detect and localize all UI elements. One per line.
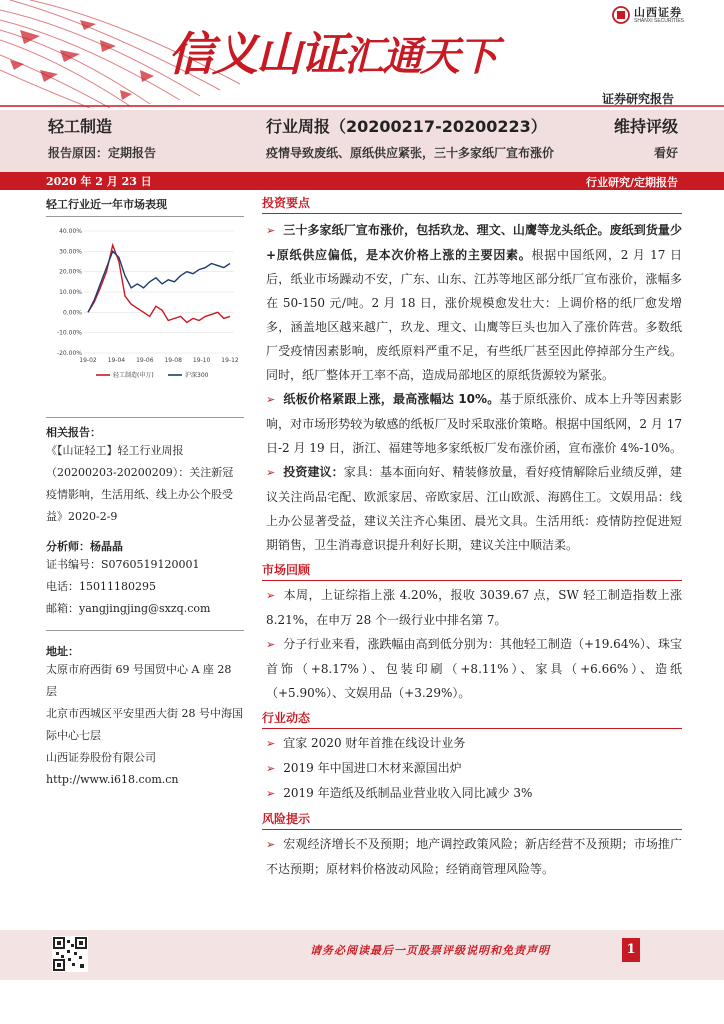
arrow-icon: ➢	[266, 787, 276, 800]
arrow-icon: ➢	[266, 224, 276, 237]
section-risk: 风险提示	[262, 806, 682, 830]
address-taiyuan: 太原市府西街 69 号国贸中心 A 座 28 层	[46, 663, 232, 698]
top-banner	[0, 0, 724, 108]
x-tick-label: 19-08	[164, 357, 182, 364]
report-title: 行业周报（20200217-20200223）	[266, 117, 547, 136]
related-text[interactable]: 《【山证轻工】轻工行业周报（20200203-20200209）：关注新冠疫情影响，生活用纸、线上办公个股受益》2020-2-9	[46, 444, 234, 523]
legend-label: 轻工制造(申万)	[113, 372, 154, 379]
arrow-icon: ➢	[266, 838, 276, 851]
series-line	[88, 245, 230, 322]
qr-code-icon[interactable]	[52, 936, 88, 972]
y-tick-label: -20.00%	[56, 350, 82, 357]
website[interactable]: http://www.i618.com.cn	[46, 773, 179, 786]
news-item[interactable]: ➢ 2019 年中国进口木材来源国出炉	[266, 761, 462, 775]
address-title: 地址：	[46, 645, 79, 658]
report-date: 2020 年 2 月 23 日	[46, 175, 152, 188]
main-content	[262, 190, 682, 881]
slogan-part1: 信义山证	[168, 27, 344, 81]
y-tick-label: 30.00%	[59, 248, 82, 256]
slogan	[168, 18, 496, 84]
arrow-icon: ➢	[266, 466, 276, 479]
rating: 维持评级	[613, 117, 678, 136]
y-tick-label: 40.00%	[59, 228, 82, 235]
arrow-icon: ➢	[266, 737, 276, 750]
point-board-price: ➢ 纸板价格紧跟上涨，最高涨幅达 10%。基于原纸涨价、成本上升等因素影响，对市场形势较为敏感的纸板厂及时采取涨价策略。根据中国纸网，2 月 17 日-2 月 19 日，浙江、福建等地多家纸板厂发布涨价函，宣布涨价 4%-10%。	[266, 392, 682, 455]
arrow-icon: ➢	[266, 589, 276, 602]
company-name: 山西证券股份有限公司	[46, 751, 156, 764]
logo-mark-icon	[612, 6, 630, 24]
x-tick-label: 19-02	[79, 357, 97, 364]
news-item[interactable]: ➢ 宜家 2020 财年首推在线设计业务	[266, 736, 466, 750]
analyst-name: 分析师：杨晶晶	[46, 540, 123, 553]
logo-cn: 山西证券	[633, 5, 682, 19]
arrow-icon: ➢	[266, 638, 276, 651]
logo-en: SHANXI SECURITIES	[633, 17, 684, 24]
market-chart	[46, 223, 244, 383]
x-tick-label: 19-04	[107, 357, 126, 364]
market-item: ➢ 本周，上证综指上涨 4.20%，报收 3039.67 点，SW 轻工制造指数上涨 8.21%，在申万 28 个一级行业中排名第 7。	[266, 588, 682, 627]
chart-svg	[46, 223, 244, 383]
y-tick-label: 10.00%	[59, 289, 82, 296]
market-item: ➢ 分子行业来看，涨跌幅由高到低分别为：其他轻工制造（+19.64%）、珠宝首饰（+8.17%）、包装印刷（+8.11%）、家具（+6.66%）、造纸（+5.90%）、文娱用品（+3.29%）。	[266, 637, 682, 700]
headline: 疫情导致废纸、原纸供应紧张，三十多家纸厂宣布涨价	[266, 146, 555, 160]
chart-title: 轻工行业近一年市场表现	[46, 190, 244, 217]
news-item[interactable]: ➢ 2019 年造纸及纸制品业营业收入同比减少 3%	[266, 786, 533, 800]
point-investment-advice: ➢ 投资建议：家具：基本面向好、精装修放量，看好疫情解除后业绩反弹，建议关注尚品宅配、欧派家居、帝欧家居、江山欧派、海鸥住工。文娱用品：线上办公显著受益，建议关注齐心集团、晨光文具。生活用纸：疫情防控促进短期销售，卫生消毒意识提升利好长期，建议关注中顺洁柔。	[266, 465, 682, 552]
page-number: 1	[622, 938, 640, 962]
section-industry-news: 行业动态	[262, 705, 682, 729]
address-beijing: 北京市西城区平安里西大街 28 号中海国际中心七层	[46, 707, 243, 742]
email[interactable]: 邮箱：yangjingjing@sxzq.com	[46, 602, 211, 615]
x-tick-label: 19-06	[136, 357, 154, 364]
x-tick-label: 19-12	[221, 357, 239, 364]
arrow-icon: ➢	[266, 762, 276, 775]
report-type: 证券研究报告	[601, 92, 674, 106]
y-tick-label: 0.00%	[62, 309, 82, 317]
x-tick-label: 19-10	[192, 357, 211, 364]
date-bar	[0, 172, 724, 190]
risk-item: ➢ 宏观经济增长不及预期；地产调控政策风险；新店经营不及预期；市场推广不达预期；原材料价格波动风险；经销商管理风险等。	[266, 837, 682, 876]
y-tick-label: -10.00%	[56, 329, 82, 337]
company-logo	[612, 6, 684, 24]
section-market-review: 市场回顾	[262, 557, 682, 581]
report-category: 行业研究/定期报告	[585, 176, 678, 189]
legend-label: 沪深300	[185, 372, 209, 379]
series-line	[88, 251, 230, 312]
phone: 电话：15011180295	[46, 580, 156, 593]
cert-number: 证书编号：S0760519120001	[46, 558, 200, 571]
outlook: 看好	[653, 146, 678, 160]
report-reason: 报告原因：定期报告	[48, 146, 157, 160]
sidebar	[46, 190, 244, 791]
arrow-icon: ➢	[266, 393, 276, 406]
section-investment-points: 投资要点	[262, 190, 682, 214]
point-paper-price: ➢ 三十多家纸厂宣布涨价，包括玖龙、理文、山鹰等龙头纸企。废纸到货量少+原纸供应偏低，是本次价格上涨的主要因素。根据中国纸网，2 月 17 日后，纸业市场躁动不安，广东、山东、江苏等地区部分纸厂宣布涨价，涨幅多在 50-150 元/吨。2 月 18 日，涨价规模愈发壮大：上调价格的纸厂愈发增多，涵盖地区越来越广，玖龙、理文、山鹰等巨头也加入了涨价阵营。多数纸厂受疫情因素影响，废纸原料严重不足，有些纸厂甚至因此停掉部分生产线。同时，纸厂整体开工率不高，造成局部地区的原纸货源较为紧张。	[266, 223, 682, 382]
y-tick-label: 20.00%	[59, 268, 82, 276]
header-band	[0, 110, 724, 172]
related-title: 相关报告：	[46, 426, 101, 439]
disclaimer: 请务必阅读最后一页股票评级说明和免责声明	[310, 944, 550, 957]
slogan-part2: 汇通天下	[344, 33, 496, 80]
industry-name: 轻工制造	[48, 117, 113, 136]
